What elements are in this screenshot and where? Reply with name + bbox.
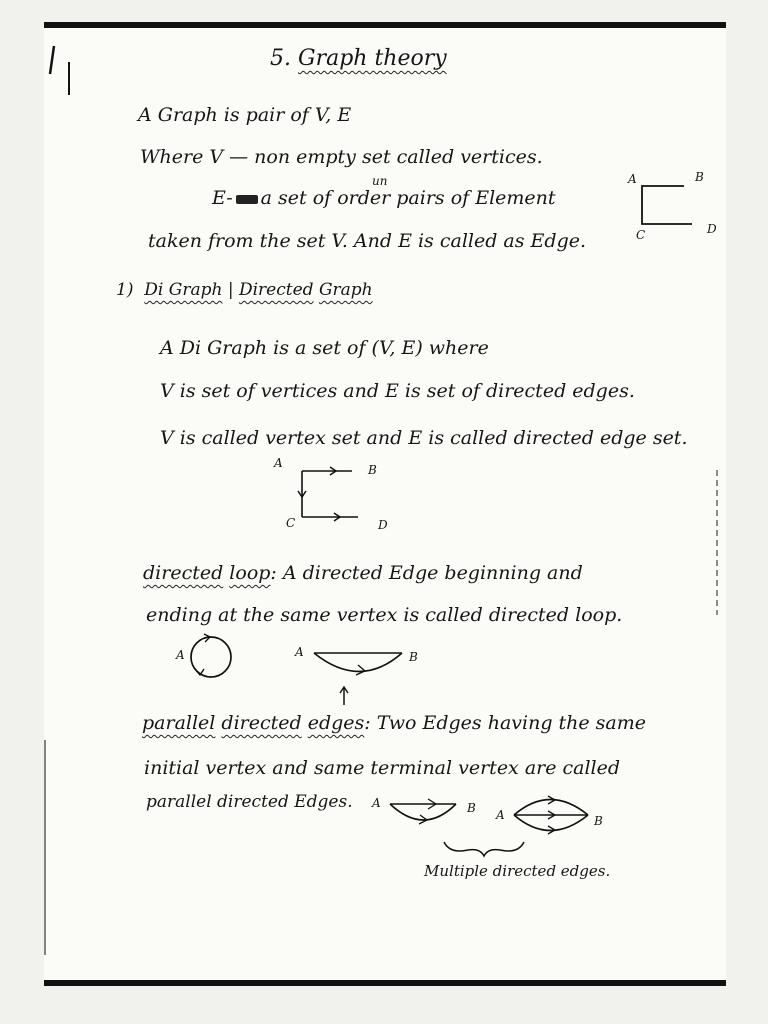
loop-definition-1: A directed Edge beginning and bbox=[282, 562, 583, 584]
parallel-colon: : bbox=[364, 712, 371, 734]
digraph-heading bbox=[116, 280, 373, 300]
directed-graph-figure bbox=[290, 465, 380, 525]
digraph-heading-a: Di Graph bbox=[144, 280, 223, 300]
intro-line-1: A Graph is pair of V, E bbox=[138, 104, 352, 126]
intro-line-3 bbox=[212, 187, 556, 209]
loop-line-1 bbox=[143, 562, 583, 584]
intro-line-2: Where V — non empty set called vertices. bbox=[140, 146, 543, 168]
parallel-term-2: directed bbox=[221, 712, 302, 734]
intro-figure-label-b: B bbox=[695, 170, 704, 184]
digraph-number: 1) bbox=[116, 280, 134, 300]
heading-separator: | bbox=[227, 280, 234, 300]
intro-insertion: un bbox=[372, 174, 388, 188]
loop-figure-label: A bbox=[176, 648, 185, 662]
edge-figure-label-b: B bbox=[409, 650, 418, 664]
digraph-line-1: A Di Graph is a set of (V, E) where bbox=[160, 337, 489, 359]
directed-edge-figure bbox=[310, 645, 410, 715]
page-title bbox=[270, 46, 447, 71]
multiple-figure-label-a: A bbox=[496, 808, 505, 822]
loop-colon: : bbox=[270, 562, 277, 584]
intro-line-3-prefix: E- bbox=[212, 187, 233, 209]
parallel-edges-figure bbox=[386, 796, 466, 832]
struck-out-word bbox=[236, 195, 258, 204]
title-number: 5. bbox=[270, 46, 291, 71]
loop-term-1: directed bbox=[143, 562, 224, 584]
digraph-figure-label-c: C bbox=[286, 516, 296, 530]
parallel-term-3: edges bbox=[307, 712, 365, 734]
multiple-edges-figure bbox=[508, 792, 594, 838]
grouping-brace bbox=[440, 836, 530, 860]
parallel-line-1 bbox=[142, 712, 646, 734]
intro-figure-label-d: D bbox=[707, 222, 717, 236]
multiple-figure-label-b: B bbox=[594, 814, 603, 828]
parallel-line-3: parallel directed Edges. bbox=[146, 792, 353, 812]
intro-figure-label-c: C bbox=[636, 228, 646, 242]
margin-marks bbox=[44, 40, 84, 100]
parallel-term-1: parallel bbox=[142, 712, 216, 734]
edge-figure-label-a: A bbox=[295, 645, 304, 659]
multiple-caption: Multiple directed edges. bbox=[424, 862, 611, 880]
intro-line-4: taken from the set V. And E is called as Edge. bbox=[148, 230, 587, 252]
parallel-figure-label-a: A bbox=[372, 796, 381, 810]
digraph-figure-label-b: B bbox=[368, 463, 377, 477]
page-edge-dashes bbox=[712, 470, 722, 620]
parallel-figure-label-b: B bbox=[467, 801, 476, 815]
left-edge-line bbox=[42, 740, 48, 960]
digraph-heading-b1: Directed bbox=[238, 280, 314, 300]
directed-loop-figure bbox=[184, 632, 246, 682]
digraph-line-2: V is set of vertices and E is set of directed edges. bbox=[160, 380, 635, 402]
digraph-line-3: V is called vertex set and E is called directed edge set. bbox=[160, 427, 688, 449]
intro-figure-label-a: A bbox=[628, 172, 637, 186]
loop-line-2: ending at the same vertex is called directed loop. bbox=[146, 604, 623, 626]
loop-term-2: loop bbox=[229, 562, 271, 584]
parallel-definition-1: Two Edges having the same bbox=[376, 712, 647, 734]
parallel-line-2: initial vertex and same terminal vertex are called bbox=[144, 757, 621, 779]
title-text: Graph theory bbox=[298, 46, 447, 71]
digraph-figure-label-d: D bbox=[378, 518, 388, 532]
digraph-heading-b2: Graph bbox=[318, 280, 373, 300]
digraph-figure-label-a: A bbox=[274, 456, 283, 470]
intro-line-3-text: a set of order pairs of Element bbox=[260, 187, 556, 209]
